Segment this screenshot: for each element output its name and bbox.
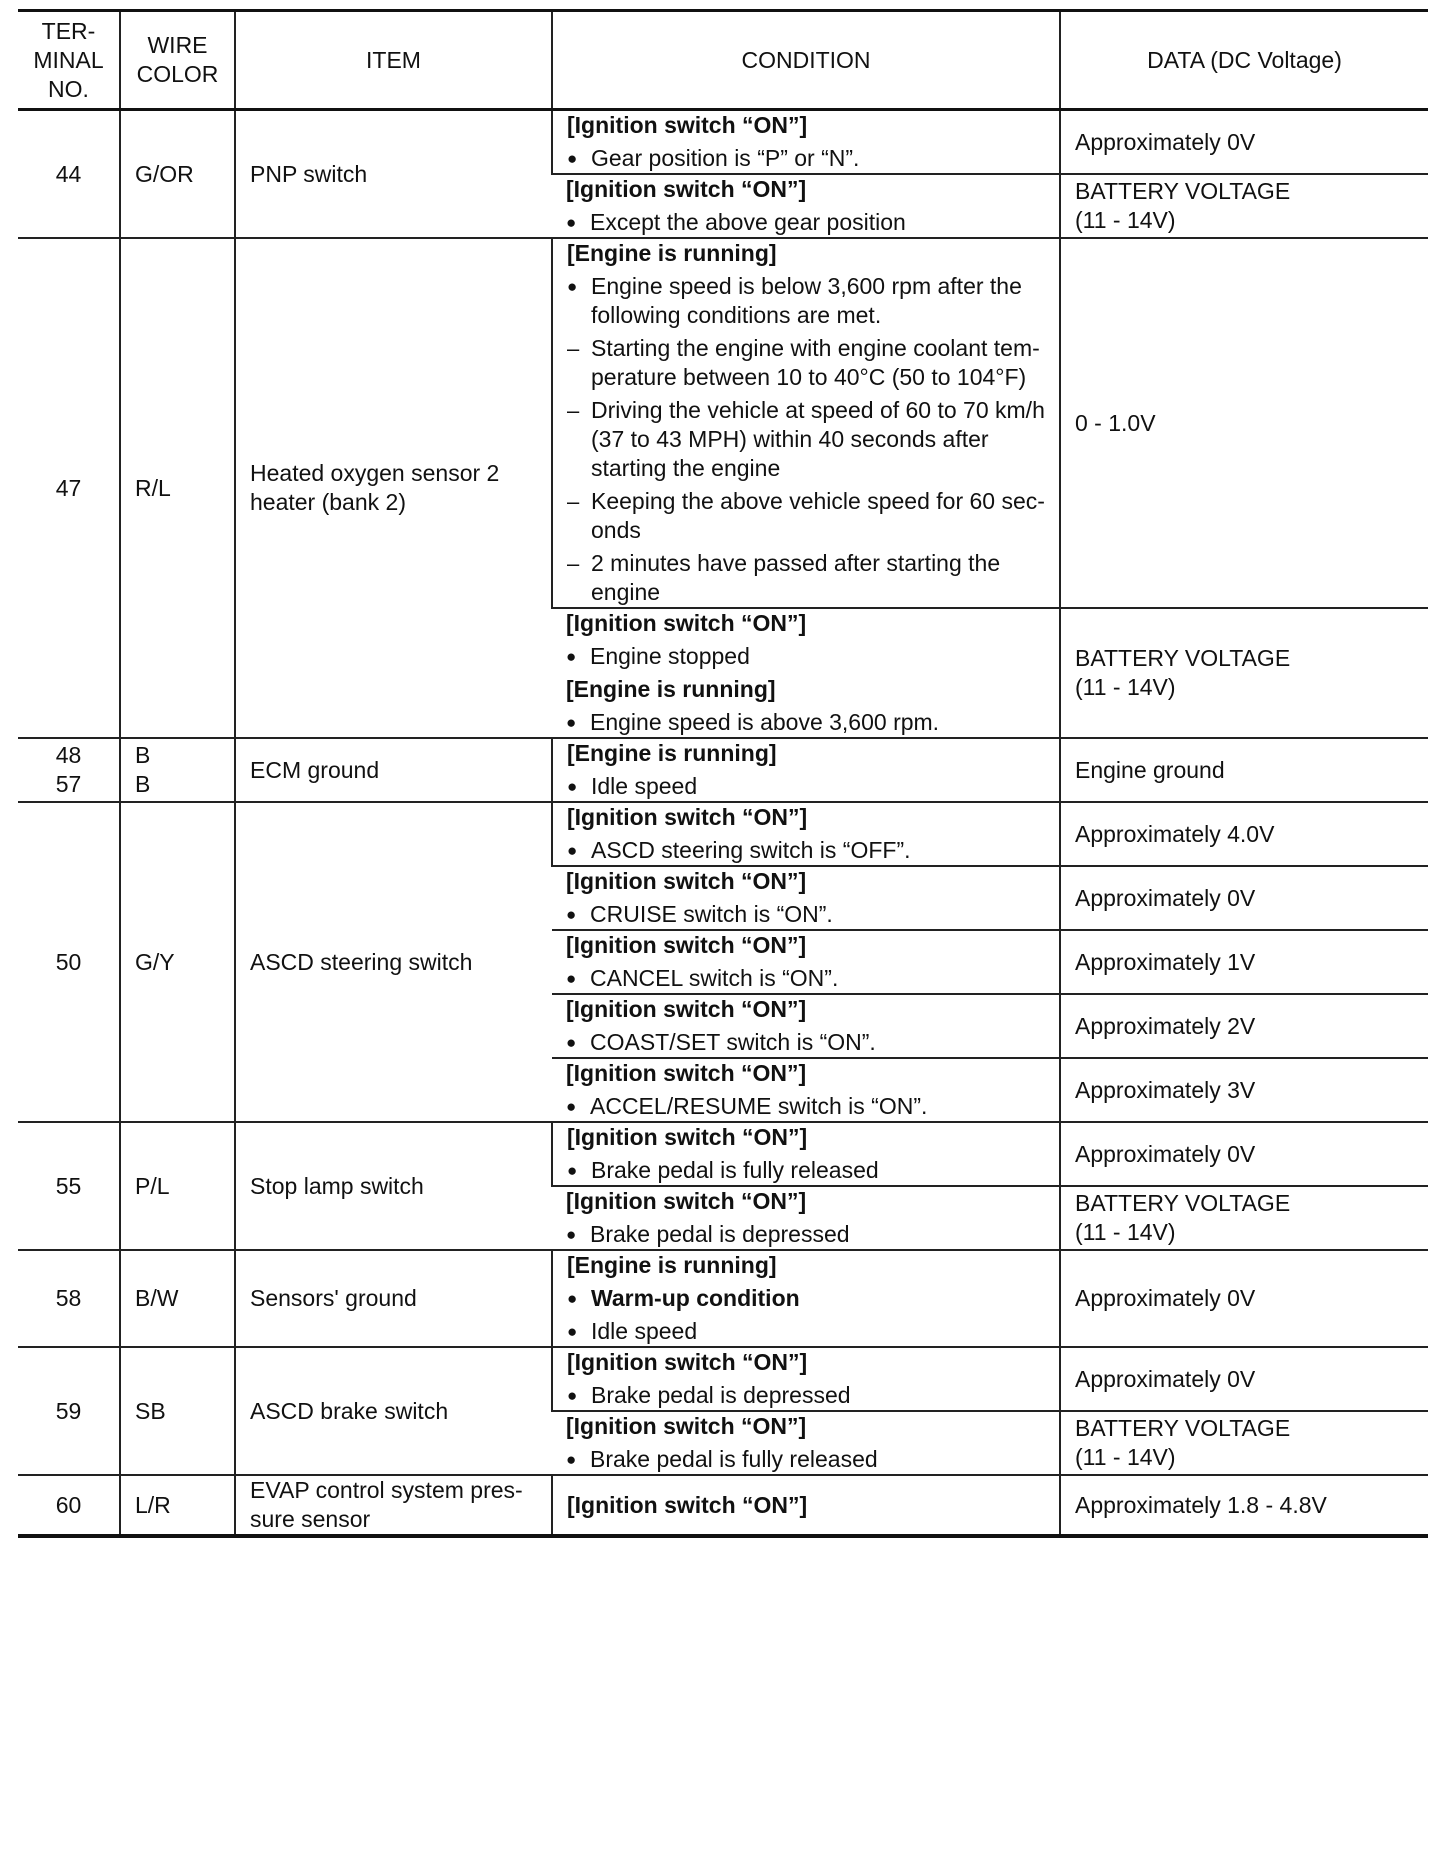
- terminal-data-table: [18, 9, 1428, 1538]
- condition-bullet-item: [567, 1156, 1045, 1185]
- condition-text: Brake pedal is fully released: [590, 1446, 878, 1472]
- table-row: [18, 1250, 1428, 1347]
- terminal-no-cell: 48 57: [18, 738, 120, 802]
- condition-cell: [552, 1347, 1060, 1411]
- data-value-cell: BATTERY VOLTAGE (11 - 14V): [1060, 608, 1428, 738]
- condition-bullet-item: [566, 1092, 1045, 1121]
- condition-header: [Ignition switch “ON”]: [566, 868, 807, 894]
- data-value-cell: Approximately 0V: [1060, 1347, 1428, 1411]
- condition-dash-item: [567, 549, 1045, 607]
- data-value-cell: BATTERY VOLTAGE (11 - 14V): [1060, 1186, 1428, 1250]
- condition-header: [Engine is running]: [566, 676, 776, 702]
- bullet-icon: ●: [566, 1097, 577, 1116]
- condition-text: COAST/SET switch is “ON”.: [590, 1029, 876, 1055]
- condition-text: Except the above gear position: [590, 209, 906, 235]
- data-value-cell: Approximately 4.0V: [1060, 802, 1428, 866]
- condition-bullet-item: [566, 1445, 1045, 1474]
- terminal-no-cell: 55: [18, 1122, 120, 1250]
- condition-text: Idle speed: [591, 773, 698, 799]
- bullet-icon: ●: [567, 277, 578, 296]
- condition-text: Brake pedal is depressed: [591, 1382, 851, 1408]
- condition-header: [Ignition switch “ON”]: [566, 1060, 807, 1086]
- condition-bullet-item: [566, 1220, 1045, 1249]
- table-row: [18, 802, 1428, 866]
- data-value-cell: BATTERY VOLTAGE (11 - 14V): [1060, 1411, 1428, 1475]
- condition-text: ACCEL/RESUME switch is “ON”.: [590, 1093, 928, 1119]
- data-value-cell: Approximately 1V: [1060, 930, 1428, 994]
- wire-color-cell: G/OR: [120, 110, 235, 239]
- condition-cell: [552, 930, 1060, 994]
- item-cell: ASCD steering switch: [235, 802, 552, 1122]
- bullet-icon: ●: [566, 713, 577, 732]
- condition-text: CANCEL switch is “ON”.: [590, 965, 839, 991]
- condition-bullet-item: [567, 144, 1045, 173]
- bullet-icon: ●: [567, 149, 578, 168]
- table-body: [18, 110, 1428, 1537]
- condition-bullet-item: [567, 1284, 1045, 1313]
- condition-cell: [552, 866, 1060, 930]
- condition-bullet-item: [566, 1028, 1045, 1057]
- item-cell: ECM ground: [235, 738, 552, 802]
- condition-cell: [552, 238, 1060, 608]
- bullet-icon: ●: [567, 1386, 578, 1405]
- table-row: [18, 1475, 1428, 1536]
- item-cell: EVAP control system pres-sure sensor: [235, 1475, 552, 1536]
- condition-text: Brake pedal is depressed: [590, 1221, 850, 1247]
- condition-cell: [552, 1475, 1060, 1536]
- condition-cell: [552, 994, 1060, 1058]
- item-cell: Stop lamp switch: [235, 1122, 552, 1250]
- condition-cell: [552, 608, 1060, 738]
- condition-header: [Ignition switch “ON”]: [566, 932, 807, 958]
- condition-text: Keeping the above vehicle speed for 60 sec-onds: [591, 488, 1045, 543]
- bullet-icon: ●: [566, 969, 577, 988]
- condition-header: [Ignition switch “ON”]: [566, 996, 807, 1022]
- condition-cell: [552, 1186, 1060, 1250]
- condition-dash-item: [567, 487, 1045, 545]
- terminal-no-cell: 60: [18, 1475, 120, 1536]
- condition-text: Starting the engine with engine coolant tem-perature between 10 to 40°C (50 to 104°F): [591, 335, 1040, 390]
- condition-bullet-item: [566, 208, 1045, 237]
- wire-color-cell: B/W: [120, 1250, 235, 1347]
- header-condition: CONDITION: [552, 11, 1060, 110]
- condition-text: CRUISE switch is “ON”.: [590, 901, 833, 927]
- condition-bullet-item: [567, 772, 1045, 801]
- item-cell: Sensors' ground: [235, 1250, 552, 1347]
- bullet-icon: ●: [567, 777, 578, 796]
- condition-header: [Ignition switch “ON”]: [567, 804, 808, 830]
- condition-bullet-item: [567, 1317, 1045, 1346]
- terminal-no-cell: 58: [18, 1250, 120, 1347]
- data-value-cell: Approximately 3V: [1060, 1058, 1428, 1122]
- bullet-icon: ●: [566, 647, 577, 666]
- condition-text: Engine speed is below 3,600 rpm after the following conditions are met.: [591, 273, 1022, 328]
- wire-color-cell: P/L: [120, 1122, 235, 1250]
- data-value-cell: BATTERY VOLTAGE (11 - 14V): [1060, 174, 1428, 238]
- data-value-cell: Approximately 2V: [1060, 994, 1428, 1058]
- dash-icon: –: [567, 336, 580, 361]
- bullet-icon: ●: [566, 1225, 577, 1244]
- condition-text: Engine speed is above 3,600 rpm.: [590, 709, 940, 735]
- condition-text: Idle speed: [591, 1318, 698, 1344]
- condition-cell: [552, 110, 1060, 175]
- condition-header: [Ignition switch “ON”]: [567, 1124, 808, 1150]
- bullet-icon: ●: [567, 1322, 578, 1341]
- terminal-no-cell: 44: [18, 110, 120, 239]
- condition-dash-item: [567, 334, 1045, 392]
- wire-color-cell: B B: [120, 738, 235, 802]
- condition-bullet-item: [566, 708, 1045, 737]
- bullet-icon: ●: [566, 1450, 577, 1469]
- wire-color-cell: SB: [120, 1347, 235, 1475]
- header-row: [18, 11, 1428, 110]
- data-value-cell: 0 - 1.0V: [1060, 238, 1428, 608]
- header-terminal-no: TER- MINAL NO.: [18, 11, 120, 110]
- condition-header: [Ignition switch “ON”]: [567, 1349, 808, 1375]
- condition-dash-item: [567, 396, 1045, 483]
- wire-color-cell: R/L: [120, 238, 235, 738]
- condition-header: [Ignition switch “ON”]: [566, 1188, 807, 1214]
- condition-header: [Engine is running]: [567, 1252, 777, 1278]
- table-row: [18, 238, 1428, 608]
- condition-cell: [552, 1122, 1060, 1186]
- condition-bullet-item: [567, 836, 1045, 865]
- condition-cell: [552, 1411, 1060, 1475]
- condition-bullet-item: [567, 1381, 1045, 1410]
- bullet-icon: ●: [567, 841, 578, 860]
- condition-bullet-item: [566, 642, 1045, 671]
- condition-cell: [552, 738, 1060, 802]
- bullet-icon: ●: [566, 905, 577, 924]
- table-row: [18, 1122, 1428, 1186]
- bullet-icon: ●: [567, 1289, 578, 1308]
- bullet-icon: ●: [567, 1161, 578, 1180]
- bullet-icon: ●: [566, 213, 577, 232]
- condition-header: [Ignition switch “ON”]: [566, 610, 807, 636]
- condition-cell: [552, 1250, 1060, 1347]
- condition-text: Gear position is “P” or “N”.: [591, 145, 860, 171]
- table-row: [18, 738, 1428, 802]
- table-row: [18, 110, 1428, 175]
- data-value-cell: Approximately 0V: [1060, 1250, 1428, 1347]
- condition-cell: [552, 1058, 1060, 1122]
- condition-header: [Ignition switch “ON”]: [567, 1491, 808, 1518]
- condition-bullet-item: [566, 964, 1045, 993]
- condition-header: [Ignition switch “ON”]: [566, 176, 807, 202]
- wire-color-cell: L/R: [120, 1475, 235, 1536]
- condition-text: Brake pedal is fully released: [591, 1157, 879, 1183]
- wire-color-cell: G/Y: [120, 802, 235, 1122]
- dash-icon: –: [567, 398, 580, 423]
- condition-text: Driving the vehicle at speed of 60 to 70 km/h (37 to 43 MPH) within 40 seconds after starting the engine: [591, 397, 1045, 481]
- data-value-cell: Approximately 0V: [1060, 1122, 1428, 1186]
- data-value-cell: Engine ground: [1060, 738, 1428, 802]
- header-item: ITEM: [235, 11, 552, 110]
- condition-header: [Engine is running]: [567, 740, 777, 766]
- header-wire-color: WIRE COLOR: [120, 11, 235, 110]
- condition-cell: [552, 802, 1060, 866]
- condition-text: ASCD steering switch is “OFF”.: [591, 837, 911, 863]
- data-value-cell: Approximately 1.8 - 4.8V: [1060, 1475, 1428, 1536]
- condition-header: [Ignition switch “ON”]: [567, 112, 808, 138]
- condition-bullet-item: [566, 900, 1045, 929]
- terminal-no-cell: 50: [18, 802, 120, 1122]
- condition-header: [Engine is running]: [567, 240, 777, 266]
- condition-text: Warm-up condition: [591, 1285, 800, 1311]
- condition-text: Engine stopped: [590, 643, 750, 669]
- dash-icon: –: [567, 489, 580, 514]
- bullet-icon: ●: [566, 1033, 577, 1052]
- header-data: DATA (DC Voltage): [1060, 11, 1428, 110]
- condition-header: [Ignition switch “ON”]: [566, 1413, 807, 1439]
- data-value-cell: Approximately 0V: [1060, 110, 1428, 175]
- terminal-no-cell: 47: [18, 238, 120, 738]
- item-cell: ASCD brake switch: [235, 1347, 552, 1475]
- table-row: [18, 1347, 1428, 1411]
- item-cell: PNP switch: [235, 110, 552, 239]
- condition-cell: [552, 174, 1060, 238]
- data-value-cell: Approximately 0V: [1060, 866, 1428, 930]
- terminal-no-cell: 59: [18, 1347, 120, 1475]
- condition-bullet-item: [567, 272, 1045, 330]
- item-cell: Heated oxygen sensor 2 heater (bank 2): [235, 238, 552, 738]
- dash-icon: –: [567, 551, 580, 576]
- condition-text: 2 minutes have passed after starting the engine: [591, 550, 1001, 605]
